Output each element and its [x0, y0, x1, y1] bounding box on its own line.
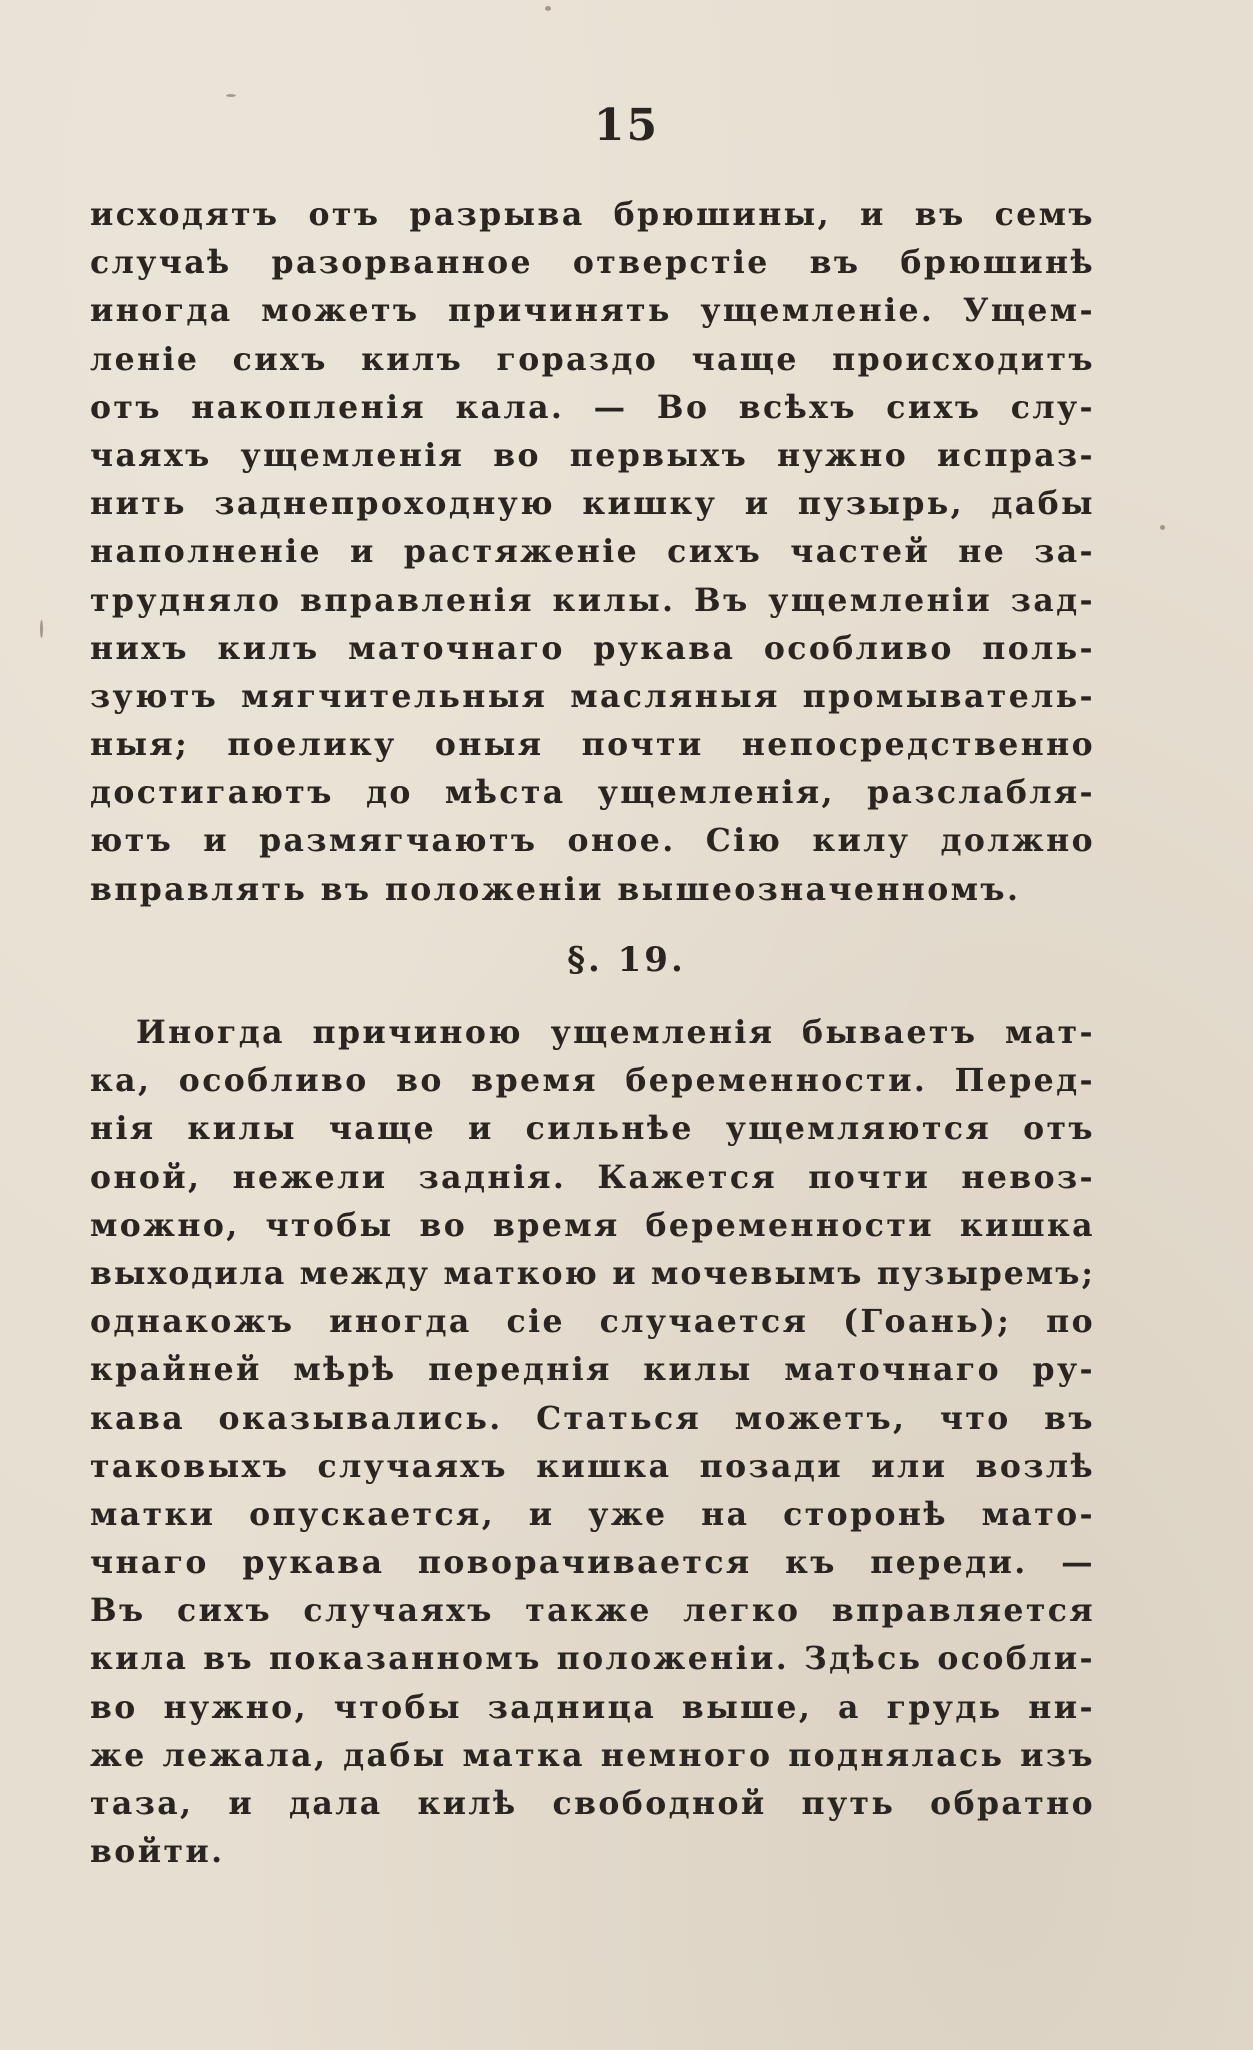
- text-line: таза, и дала килѣ свободной путь обратно: [90, 1785, 1095, 1822]
- text-line: ныя; поелику оныя почти непосредственно: [90, 726, 1095, 764]
- text-line: Иногда причиною ущемленія бываетъ мат-: [136, 1014, 1095, 1051]
- text-line: достигаютъ до мѣста ущемленія, разслабля-: [90, 774, 1095, 812]
- text-line: ютъ и размягчаютъ оное. Сію килу должно: [90, 822, 1095, 860]
- paper-speck: [1160, 525, 1165, 530]
- text-line: нихъ килъ маточнаго рукава особливо поль-: [90, 629, 1095, 667]
- text-line: ка, особливо во время беременности. Перед-: [90, 1062, 1095, 1100]
- text-line: матки опускается, и уже на сторонѣ мато-: [90, 1495, 1095, 1533]
- text-line: выходила между маткою и мочевымъ пузыремъ;: [90, 1254, 1095, 1292]
- text-line: нія килы чаще и сильнѣе ущемляются отъ: [90, 1110, 1095, 1148]
- text-line: вправлять въ положеніи вышеозначенномъ.: [90, 870, 1021, 908]
- text-line: Въ сихъ случаяхъ также легко вправляется: [90, 1592, 1095, 1630]
- text-line: леніе сихъ килъ гораздо чаще происходитъ: [90, 340, 1095, 378]
- paragraph-section-19: [90, 1009, 1095, 1876]
- text-line: чнаго рукава поворачивается къ переди. —: [90, 1544, 1095, 1582]
- text-line: трудняло вправленія килы. Въ ущемленіи зад-: [90, 581, 1095, 619]
- text-line: нить заднепроходную кишку и пузырь, дабы: [90, 485, 1095, 523]
- text-line: таковыхъ случаяхъ кишка позади или возлѣ: [90, 1447, 1095, 1485]
- text-line: наполненіе и растяженіе сихъ частей не за-: [90, 533, 1095, 571]
- text-line: войти.: [90, 1833, 225, 1871]
- text-line: во нужно, чтобы задница выше, а грудь ни-: [90, 1688, 1095, 1726]
- paper-speck: [545, 6, 551, 11]
- text-line: же лежала, дабы матка немного поднялась изъ: [90, 1736, 1095, 1774]
- paper-speck: [226, 94, 236, 97]
- text-line: исходятъ отъ разрыва брюшины, и въ семъ: [90, 196, 1095, 233]
- text-line: можно, чтобы во время беременности кишка: [90, 1206, 1095, 1244]
- paragraph-continuation: [90, 191, 1095, 914]
- text-line: зуютъ мягчительныя масляныя промыватель-: [90, 677, 1095, 715]
- text-line: чаяхъ ущемленія во первыхъ нужно испраз-: [90, 436, 1095, 474]
- section-heading: §. 19.: [567, 940, 686, 980]
- text-line: отъ накопленія кала. — Во всѣхъ сихъ слу-: [90, 388, 1095, 426]
- text-line: случаѣ разорванное отверстіе въ брюшинѣ: [90, 244, 1095, 282]
- text-line: кава оказывались. Статься можетъ, что въ: [90, 1399, 1095, 1437]
- text-line: крайней мѣрѣ переднія килы маточнаго ру-: [90, 1351, 1095, 1389]
- text-line: оной, нежели заднія. Кажется почти невоз-: [90, 1158, 1095, 1196]
- text-line: однакожъ иногда сіе случается (Гоань); по: [90, 1303, 1095, 1341]
- text-line: кила въ показанномъ положеніи. Здѣсь особли-: [90, 1640, 1095, 1678]
- text-line: иногда можетъ причинять ущемленіе. Ущем-: [90, 292, 1095, 330]
- page-number: 15: [593, 100, 660, 151]
- paper-speck: [40, 620, 43, 638]
